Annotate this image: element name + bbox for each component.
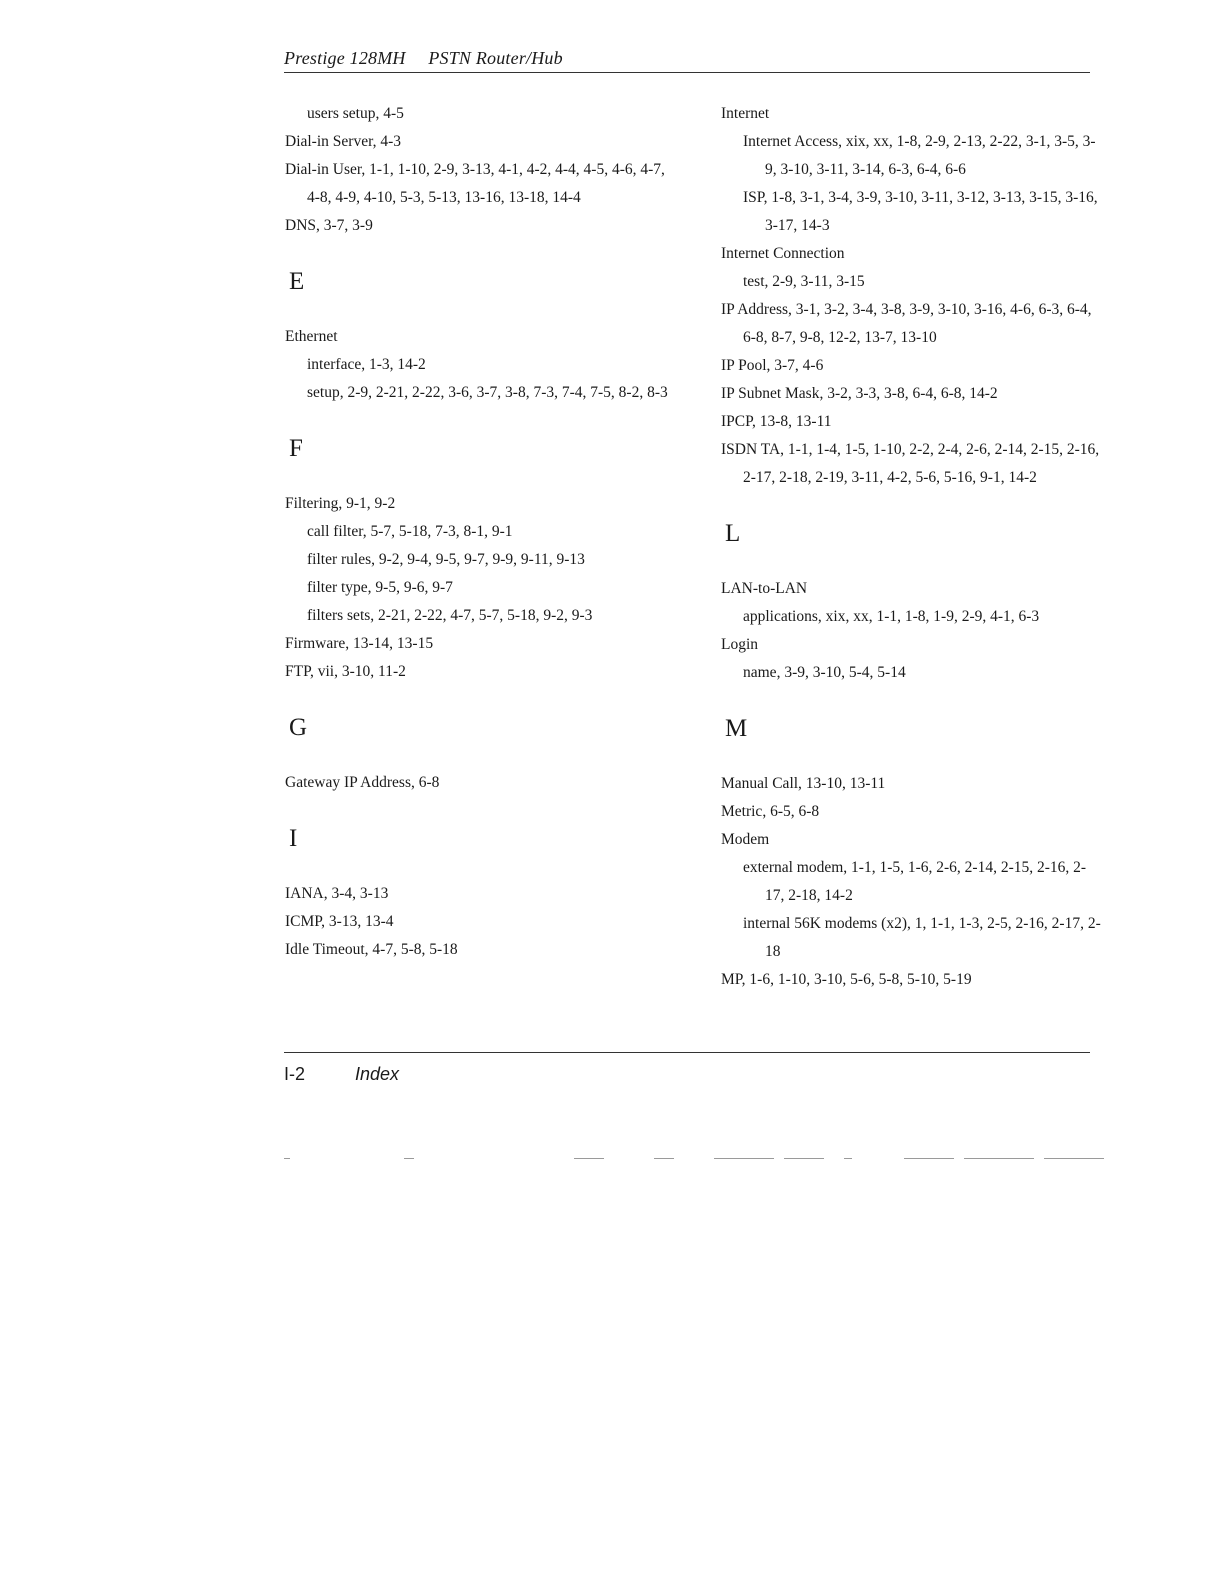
index-entry: ICMP, 3-13, 13-4 — [285, 913, 394, 930]
index-subentry: external modem, 1-1, 1-5, 1-6, 2-6, 2-14, 2-15, 2-16, 2-17, 2-18, 14-2 — [743, 859, 1087, 904]
index-entry: DNS, 3-7, 3-9 — [285, 217, 373, 234]
index-subentry: filter type, 9-5, 9-6, 9-7 — [307, 579, 453, 596]
index-entry: IANA, 3-4, 3-13 — [285, 885, 389, 902]
index-subentry: users setup, 4-5 — [307, 105, 404, 122]
index-entry: Ethernet — [285, 328, 338, 345]
index-entry: Firmware, 13-14, 13-15 — [285, 635, 434, 652]
scan-artifact-dash — [404, 1158, 414, 1159]
index-entry: Manual Call, 13-10, 13-11 — [721, 775, 886, 792]
scan-artifact-dash — [784, 1158, 824, 1159]
header-rule — [284, 72, 1090, 73]
index-entry: Gateway IP Address, 6-8 — [285, 774, 440, 791]
footer-rule — [284, 1052, 1090, 1053]
scan-artifact-dash — [904, 1158, 954, 1159]
scan-artifact-dash — [714, 1158, 774, 1159]
index-entry: Dial-in User, 1-1, 1-10, 2-9, 3-13, 4-1, 4-2, 4-4, 4-5, 4-6, 4-7, 4-8, 4-9, 4-10, 5-3, 5-13, 13-16, 13-18, 14-4 — [285, 161, 665, 206]
scan-artifact-dash — [1044, 1158, 1084, 1159]
index-section-letter: G — [289, 714, 308, 741]
index-section-letter: L — [725, 520, 741, 547]
index-entry: Modem — [721, 831, 770, 848]
index-entry: Metric, 6-5, 6-8 — [721, 803, 820, 820]
header-product: PSTN Router/Hub — [428, 48, 563, 68]
scan-artifact-dash — [654, 1158, 674, 1159]
footer-section-name: Index — [355, 1064, 400, 1084]
index-section-letter: E — [289, 268, 305, 295]
scan-artifact-line — [284, 1158, 1110, 1162]
index-entry: Idle Timeout, 4-7, 5-8, 5-18 — [285, 941, 458, 958]
index-entry: ISDN TA, 1-1, 1-4, 1-5, 1-10, 2-2, 2-4, 2-6, 2-14, 2-15, 2-16, 2-17, 2-18, 2-19, 3-11, 4-2, 5-6, 5-16, 9-1, 14-2 — [721, 441, 1100, 486]
index-entry: Dial-in Server, 4-3 — [285, 133, 402, 150]
index-section-letter: F — [289, 435, 303, 462]
index-subentry: internal 56K modems (x2), 1, 1-1, 1-3, 2-5, 2-16, 2-17, 2-18 — [743, 915, 1101, 960]
index-subentry: setup, 2-9, 2-21, 2-22, 3-6, 3-7, 3-8, 7-3, 7-4, 7-5, 8-2, 8-3 — [307, 384, 668, 401]
index-subentry: ISP, 1-8, 3-1, 3-4, 3-9, 3-10, 3-11, 3-12, 3-13, 3-15, 3-16, 3-17, 14-3 — [743, 189, 1098, 234]
index-entry: Internet — [721, 105, 770, 122]
index-subentry: filter rules, 9-2, 9-4, 9-5, 9-7, 9-9, 9-11, 9-13 — [307, 551, 585, 568]
index-entry: LAN-to-LAN — [721, 580, 808, 597]
index-entry: MP, 1-6, 1-10, 3-10, 5-6, 5-8, 5-10, 5-19 — [721, 971, 972, 988]
index-subentry: Internet Access, xix, xx, 1-8, 2-9, 2-13, 2-22, 3-1, 3-5, 3-9, 3-10, 3-11, 3-14, 6-3, 6-4, 6-6 — [743, 133, 1096, 178]
index-section-letter: I — [289, 825, 298, 852]
scan-artifact-dash — [1084, 1158, 1104, 1159]
running-header — [284, 48, 1090, 69]
index-subentry: call filter, 5-7, 5-18, 7-3, 8-1, 9-1 — [307, 523, 513, 540]
index-section-letter: M — [725, 715, 748, 742]
scan-artifact-dash — [964, 1158, 1034, 1159]
scan-artifact-dash — [574, 1158, 604, 1159]
index-subentry: interface, 1-3, 14-2 — [307, 356, 426, 373]
index-subentry: test, 2-9, 3-11, 3-15 — [743, 273, 865, 290]
index-entry: Login — [721, 636, 759, 653]
index-entry: IP Address, 3-1, 3-2, 3-4, 3-8, 3-9, 3-10, 3-16, 4-6, 6-3, 6-4, 6-8, 8-7, 9-8, 12-2, 13-7, 13-10 — [721, 301, 1092, 346]
index-subentry: name, 3-9, 3-10, 5-4, 5-14 — [743, 664, 906, 681]
index-entry: FTP, vii, 3-10, 11-2 — [285, 663, 406, 680]
index-entry: IP Pool, 3-7, 4-6 — [721, 357, 824, 374]
index-column-left — [285, 100, 675, 964]
page-number: I-2 — [284, 1064, 306, 1084]
index-subentry: filters sets, 2-21, 2-22, 4-7, 5-7, 5-18, 9-2, 9-3 — [307, 607, 593, 624]
running-footer — [284, 1064, 399, 1085]
header-model: Prestige 128MH — [284, 48, 406, 68]
index-entry: IPCP, 13-8, 13-11 — [721, 413, 832, 430]
scan-artifact-dash — [284, 1158, 290, 1159]
index-entry: Filtering, 9-1, 9-2 — [285, 495, 396, 512]
index-entry: Internet Connection — [721, 245, 845, 262]
index-entry: IP Subnet Mask, 3-2, 3-3, 3-8, 6-4, 6-8, 14-2 — [721, 385, 998, 402]
scan-artifact-dash — [844, 1158, 852, 1159]
index-subentry: applications, xix, xx, 1-1, 1-8, 1-9, 2-9, 4-1, 6-3 — [743, 608, 1040, 625]
index-column-right — [721, 100, 1101, 994]
